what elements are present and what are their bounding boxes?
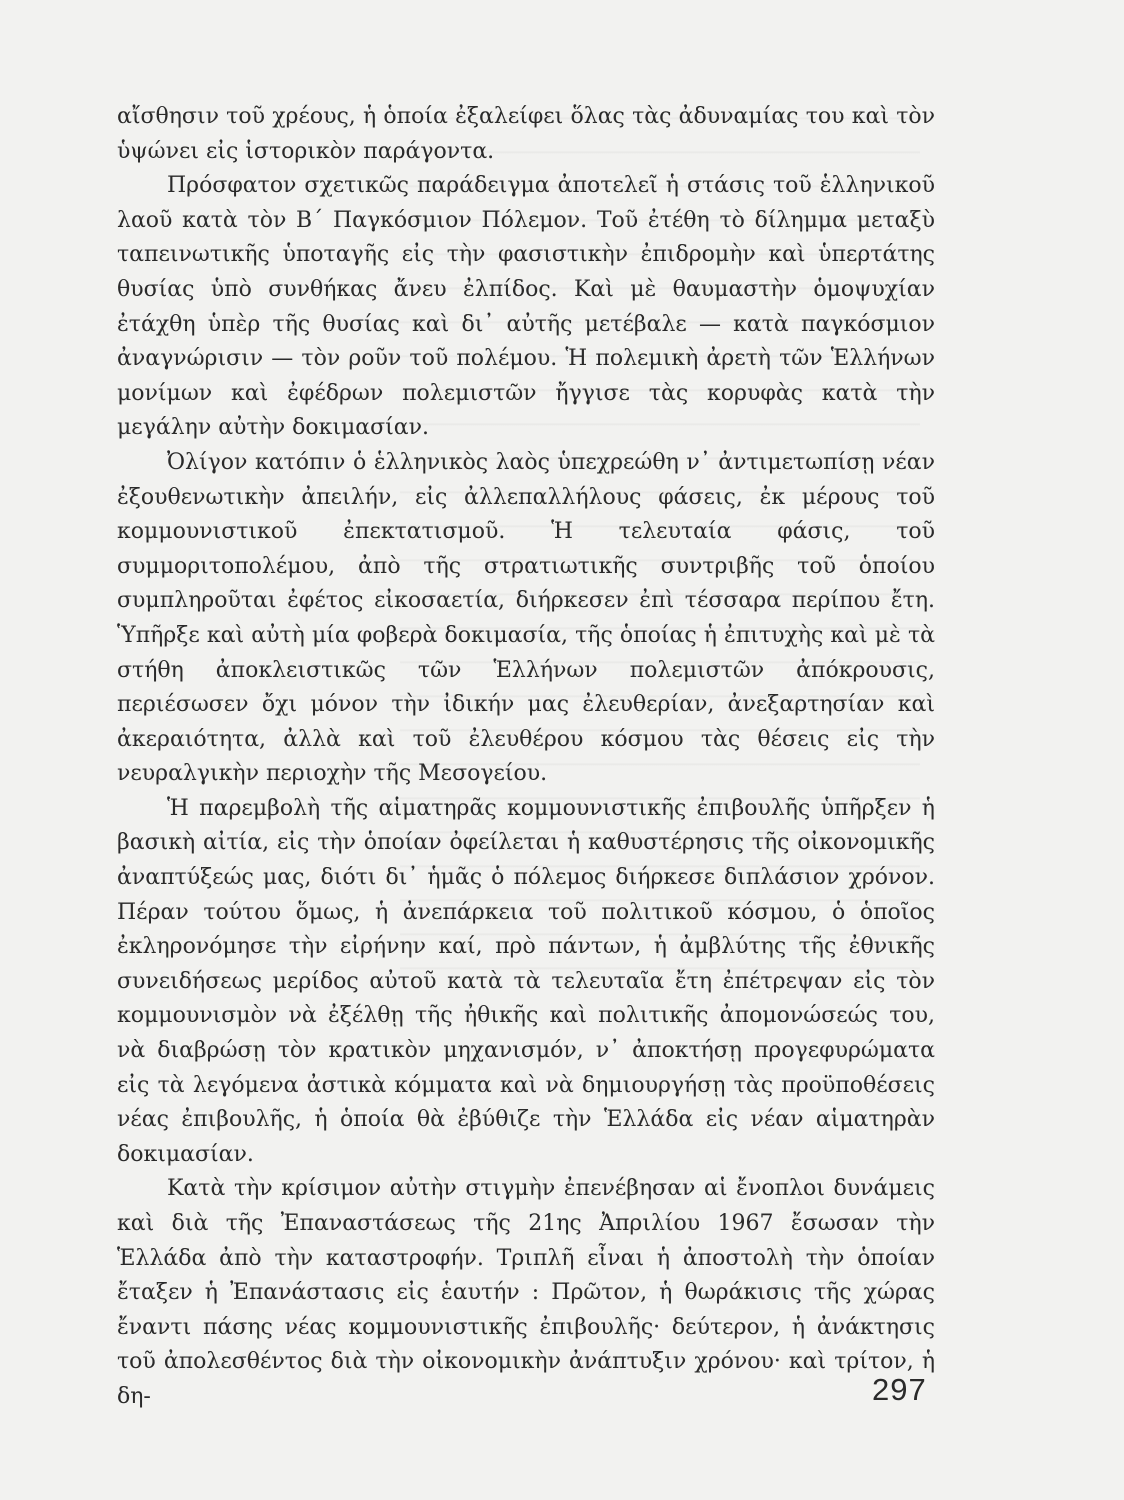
page-number: 297	[872, 1372, 927, 1407]
paragraph-ww2-example: Πρόσφατον σχετικῶς παράδειγμα ἀποτελεῖ ἡ στάσις τοῦ ἑλληνικοῦ λαοῦ κατὰ τὸν Β΄ Παγκόσμιον Πόλεμον. Τοῦ ἐτέθη τὸ δίλημμα μεταξὺ ταπεινωτικῆς ὑποταγῆς εἰς τὴν φασιστικὴν ἐπιδρομὴν καὶ ὑπερτάτης θυσίας ὑπὸ συνθήκας ἄνευ ἐλπίδος. Καὶ μὲ θαυμαστὴν ὁμοψυχίαν ἐτάχθη ὑπὲρ τῆς θυσίας καὶ δι᾽ αὐτῆς μετέβαλε — κατὰ παγκόσμιον ἀναγνώρισιν — τὸν ροῦν τοῦ πολέμου. Ἡ πολεμικὴ ἀρετὴ τῶν Ἑλλήνων μονίμων καὶ ἐφέδρων πολεμιστῶν ἤγγισε τὰς κορυφὰς κατὰ τὴν μεγάλην αὐτὴν δοκιμασίαν.	[117, 173, 935, 441]
paragraph-continuation: αἴσθησιν τοῦ χρέους, ἡ ὁποία ἐξαλείφει ὅλας τὰς ἀδυναμίας του καὶ τὸν ὑψώνει εἰς ἱστορικὸν παράγοντα.	[117, 104, 935, 164]
paragraph-communist-threat: Ὀλίγον κατόπιν ὁ ἑλληνικὸς λαὸς ὑπεχρεώθη ν᾽ ἀντιμετωπίσῃ νέαν ἐξουθενωτικὴν ἀπειλήν, εἰς ἀλλεπαλλήλους φάσεις, ἐκ μέρους τοῦ κομμουνιστικοῦ ἐπεκτατισμοῦ. Ἡ τελευταία φάσις, τοῦ συμμοριτοπολέμου, ἀπὸ τῆς στρατιωτικῆς συντριβῆς τοῦ ὁποίου συμπληροῦται ἐφέτος εἰκοσαετία, διήρκεσεν ἐπὶ τέσσαρα περίπου ἔτη. Ὑπῆρξε καὶ αὐτὴ μία φοβερὰ δοκιμασία, τῆς ὁποίας ἡ ἐπιτυχὴς καὶ μὲ τὰ στήθη ἀποκλειστικῶς τῶν Ἑλλήνων πολεμιστῶν ἀπόκρουσις, περιέσωσεν ὄχι μόνον τὴν ἰδικήν μας ἐλευθερίαν, ἀνεξαρτησίαν καὶ ἀκεραιότητα, ἀλλὰ καὶ τοῦ ἐλευθέρου κόσμου τὰς θέσεις εἰς τὴν νευραλγικὴν περιοχὴν τῆς Μεσογείου.	[117, 449, 935, 787]
body-text	[117, 100, 935, 1415]
paragraph-revolution: Κατὰ τὴν κρίσιμον αὐτὴν στιγμὴν ἐπενέβησαν αἱ ἔνοπλοι δυνάμεις καὶ διὰ τῆς Ἐπαναστάσεως τῆς 21ης Ἀπριλίου 1967 ἔσωσαν τὴν Ἑλλάδα ἀπὸ τὴν καταστροφήν. Τριπλῆ εἶναι ἡ ἀποστολὴ τὴν ὁποίαν ἔταξεν ἡ Ἐπανάστασις εἰς ἑαυτήν : Πρῶτον, ἡ θωράκισις τῆς χώρας ἔναντι πάσης νέας κομμουνιστικῆς ἐπιβουλῆς· δεύτερον, ἡ ἀνάκτησις τοῦ ἀπολεσθέντος διὰ τὴν οἰκονομικὴν ἀνάπτυξιν χρόνου· καὶ τρίτον, ἡ δη-	[117, 1176, 935, 1409]
paragraph-intervention: Ἡ παρεμβολὴ τῆς αἱματηρᾶς κομμουνιστικῆς ἐπιβουλῆς ὑπῆρξεν ἡ βασικὴ αἰτία, εἰς τὴν ὁποίαν ὀφείλεται ἡ καθυστέρησις τῆς οἰκονομικῆς ἀναπτύξεώς μας, διότι δι᾽ ἡμᾶς ὁ πόλεμος διήρκεσε διπλάσιον χρόνον. Πέραν τούτου ὅμως, ἡ ἀνεπάρκεια τοῦ πολιτικοῦ κόσμου, ὁ ὁποῖος ἐκληρονόμησε τὴν εἰρήνην καί, πρὸ πάντων, ἡ ἀμβλύτης τῆς ἐθνικῆς συνειδήσεως μερίδος αὐτοῦ κατὰ τὰ τελευταῖα ἔτη ἐπέτρεψαν εἰς τὸν κομμουνισμὸν νὰ ἐξέλθῃ τῆς ἠθικῆς καὶ πολιτικῆς ἀπομονώσεώς του, νὰ διαβρώσῃ τὸν κρατικὸν μηχανισμόν, ν᾽ ἀποκτήσῃ προγεφυρώματα εἰς τὰ λεγόμενα ἀστικὰ κόμματα καὶ νὰ δημιουργήσῃ τὰς προϋποθέσεις νέας ἐπιβουλῆς, ἡ ὁποία θὰ ἐβύθιζε τὴν Ἑλλάδα εἰς νέαν αἱματηρὰν δοκιμασίαν.	[117, 795, 935, 1167]
